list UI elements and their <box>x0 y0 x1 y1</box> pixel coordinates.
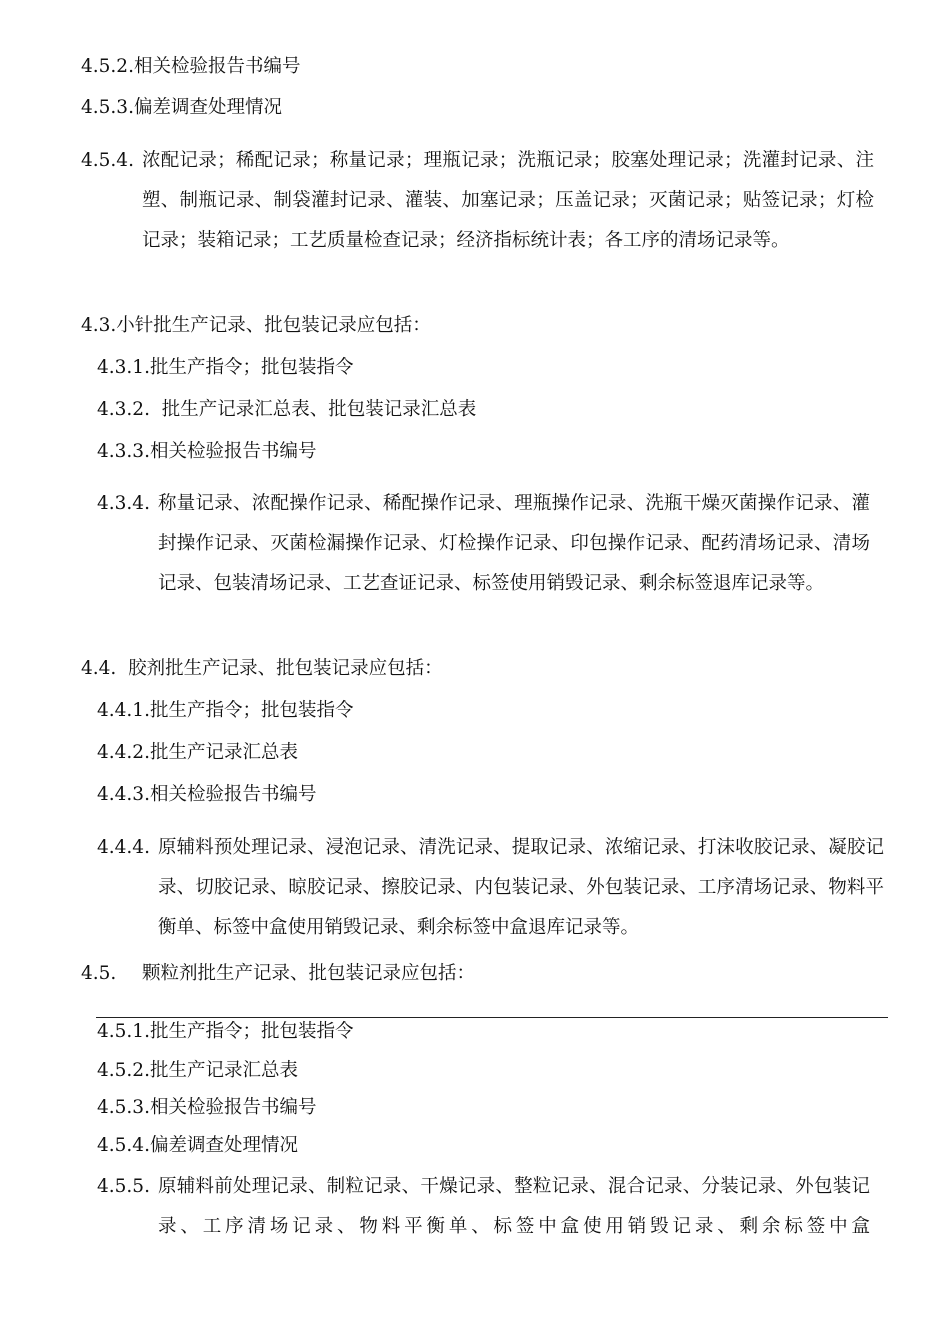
item-4-4-4-number: 4.4.4. <box>97 837 150 858</box>
item-4-3-2: 4.3.2. 批生产记录汇总表、批包装记录汇总表 <box>97 399 477 420</box>
item-4-5-5-number: 4.5.5. <box>97 1176 150 1197</box>
item-4-5-5-text: 原辅料前处理记录、制粒记录、干燥记录、整粒记录、混合记录、分装记录、外包装记录、工序清场记录、物料平衡单、标签中盒使用销毁记录、剩余标签中盒 <box>158 1176 870 1237</box>
item-4-3-4-number: 4.3.4. <box>97 493 150 514</box>
item-4-4-2: 4.4.2.批生产记录汇总表 <box>97 742 298 763</box>
section-4-3-heading: 4.3.小针批生产记录、批包装记录应包括： <box>81 315 431 336</box>
section-4-5-heading: 颗粒剂批生产记录、批包装记录应包括： <box>142 963 476 984</box>
item-4-3-4-text: 称量记录、浓配操作记录、稀配操作记录、理瓶操作记录、洗瓶干燥灭菌操作记录、灌封操作记录、灭菌检漏操作记录、灯检操作记录、印包操作记录、配药清场记录、清场记录、包装清场记录、工艺查证记录、标签使用销毁记录、剩余标签退库记录等。 <box>158 493 870 594</box>
item-4-3-3: 4.3.3.相关检验报告书编号 <box>97 441 317 462</box>
item-4-4-1: 4.4.1.批生产指令；批包装指令 <box>97 700 354 721</box>
item-4-5-4b: 4.5.4.偏差调查处理情况 <box>97 1135 298 1156</box>
item-4-5-2b: 4.5.2.批生产记录汇总表 <box>97 1060 298 1081</box>
item-4-5-2: 4.5.2.相关检验报告书编号 <box>81 56 301 77</box>
item-4-3-1: 4.3.1.批生产指令；批包装指令 <box>97 357 354 378</box>
section-4-5-number: 4.5. <box>81 963 117 984</box>
item-4-4-4-text: 原辅料预处理记录、浸泡记录、清洗记录、提取记录、浓缩记录、打沫收胶记录、凝胶记录、切胶记录、晾胶记录、擦胶记录、内包装记录、外包装记录、工序清场记录、物料平衡单、标签中盒使用销毁记录、剩余标签中盒退库记录等。 <box>158 837 884 938</box>
item-4-5-4-number: 4.5.4. <box>81 150 134 171</box>
item-4-5-3b: 4.5.3.相关检验报告书编号 <box>97 1097 317 1118</box>
item-4-5-4-text: 浓配记录；稀配记录；称量记录；理瓶记录；洗瓶记录；胶塞处理记录；洗灌封记录、注塑、制瓶记录、制袋灌封记录、灌装、加塞记录；压盖记录；灭菌记录；贴签记录；灯检记录；装箱记录；工艺质量检查记录；经济指标统计表；各工序的清场记录等。 <box>142 150 874 251</box>
section-4-4-heading: 4.4. 胶剂批生产记录、批包装记录应包括： <box>81 658 443 679</box>
item-4-4-3: 4.4.3.相关检验报告书编号 <box>97 784 317 805</box>
horizontal-divider <box>96 1017 888 1018</box>
item-4-5-1b: 4.5.1.批生产指令；批包装指令 <box>97 1021 354 1042</box>
item-4-5-3: 4.5.3.偏差调查处理情况 <box>81 97 282 118</box>
